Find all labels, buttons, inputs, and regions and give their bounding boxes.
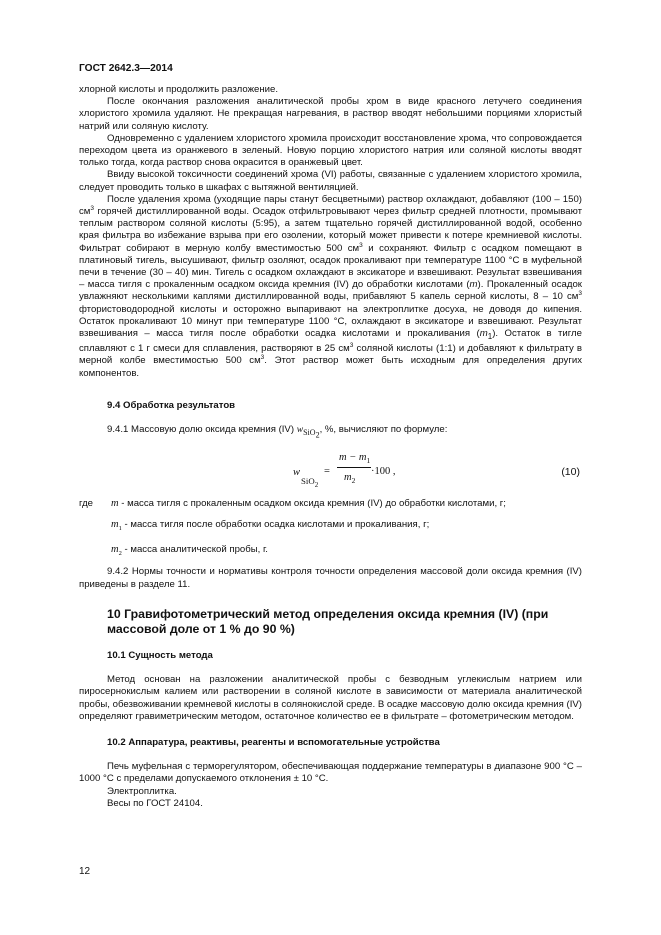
formula-equals: = xyxy=(324,465,330,477)
definition-m: m - масса тигля с прокаленным осадком оксида кремния (IV) до обработки кислотами, г; xyxy=(111,497,506,509)
section-title-9-4: 9.4 Обработка результатов xyxy=(107,399,236,411)
paragraph-10-2-3: Весы по ГОСТ 24104. xyxy=(107,797,203,809)
paragraph-10-1: Метод основан на разложении аналитической пробы с безводным углекислым натрием или пиросернокислым калием или растворении в соляной кислоте в зависимости от материала аналитической пробы, обезвоживании кремневой кислоты в солянокислой среде. В осадке массовую долю оксида кремния (IV) определяют гравиметрическим методом, остаточное количество ее в фильтрате – фотометрическим методом. xyxy=(79,674,582,722)
paragraph-10-2-1: Печь муфельная с терморегулятором, обеспечивающая поддержание температуры в диапазоне 900 °С – 1000 °С с пределами допускаемого отклонения ± 10 °С. xyxy=(79,761,582,785)
page-number: 12 xyxy=(79,866,91,877)
formula-w: w xyxy=(293,466,301,478)
paragraph-9-4-2: 9.4.2 Нормы точности и нормативы контроля точности определения массовой доли оксида кремния (IV) приведены в разделе 11. xyxy=(79,566,582,590)
document-body xyxy=(79,84,582,810)
formula-multiplier: ·100 , xyxy=(371,465,396,477)
formula-10 xyxy=(79,450,582,496)
document-header: ГОСТ 2642.3—2014 xyxy=(79,63,173,74)
section-title-10-2: 10.2 Аппаратура, реактивы, реагенты и вспомогательные устройства xyxy=(107,736,440,748)
where-label: где xyxy=(79,497,94,509)
paragraph-9-4-1: 9.4.1 Массовую долю оксида кремния (IV) $w_{SiO_2}$, %, вычисляют по формуле: xyxy=(107,423,448,440)
formula-numerator: $m - m_1$ xyxy=(339,451,371,465)
section-title-10: 10 Гравифотометрический метод определения оксида кремния (IV) (при массовой доле от 1 % до 90 %) xyxy=(107,606,549,637)
paragraph-10-2-2: Электроплитка. xyxy=(107,785,177,797)
paragraph: Ввиду высокой токсичности соединений хрома (VI) работы, связанные с удалением хлористого хромила, следует проводить только в шкафах с вытяжной вентиляцией. xyxy=(79,169,582,193)
definition-m1: $m_1$ - масса тигля после обработки осадка кислотами и прокаливания, г; xyxy=(111,518,430,532)
formula-number: (10) xyxy=(561,465,580,478)
formula-denominator: $m_2$ xyxy=(344,471,356,485)
paragraph: Одновременно с удалением хлористого хромила происходит восстановление хрома, что сопровождается переходом цвета из оранжевого в зеленый. Новую порцию хлористого натрия или соляной кислоты вводят только тогда, когда раствор снова окрасится в оранжевый цвет. xyxy=(79,132,582,169)
paragraph: хлорной кислоты и продолжить разложение. xyxy=(79,84,279,95)
variable-definitions xyxy=(79,498,582,561)
fraction-bar xyxy=(337,467,371,468)
section-title-10-1: 10.1 Сущность метода xyxy=(107,649,213,661)
formula-w-subscript: SiO$_2$ xyxy=(301,475,319,489)
definition-m2: $m_2$ - масса аналитической пробы, г. xyxy=(111,544,268,558)
paragraph: После окончания разложения аналитической пробы хром в виде красного летучего соединения хлористого хромила удаляют. Не прекращая нагревания, в раствор вводят небольшими порциями хлористый натрий или соляную кислоту. xyxy=(79,96,582,132)
paragraph-procedure: После удаления хрома (уходящие пары станут бесцветными) раствор охлаждают, добавляют (100 – 150) $см^3$ горячей дистиллированной воды. Осадок отфильтровывают через фильтр средней плотности, промывают теплым раствором соляной кислоты (5:95), а затем тщательно горячей дистиллированной водой, особенно края фильтра во избежание взрыва при его озолении, который может привести к потере кремниевой кислоты. Фильтрат собирают в мерную колбу вместимостью 500 $см^3$ и сохраняют. Фильтр с осадком помещают в платиновый тигель, высушивают, фильтр озоляют, осадок прокаливают при температуре 1100 °С в муфельной печи в течение (30 – 40) мин. Тигель с осадком охлаждают в эксикаторе и взвешивают. Результат взвешивания – масса тигля с прокаленным осадком оксида кремния (IV) до обработки кислотами (m). Прокаленный осадок увлажняют несколькими каплями дистиллированной воды, прибавляют 5 капель серной кислоты, 8 – 10 $см^3$ фтористоводородной кислоты и осторожно выпаривают на электроплитке досуха, не доводя до кипения. Остаток прокаливают 10 минут при температуре 1100 °С, охлаждают в эксикаторе и взвешивают. Результат взвешивания – масса тигля после обработки осадка кислотами и прокаливания $(m_1)$. Остаток в тигле сплавляют с 1 г смеси для сплавления, растворяют в 25 $см^3$ соляной кислоты (1:1) и добавляют к фильтрату в мерной колбе вместимостью 500 $см^3$. Этот раствор может быть исходным для определения других компонентов. xyxy=(79,193,582,379)
